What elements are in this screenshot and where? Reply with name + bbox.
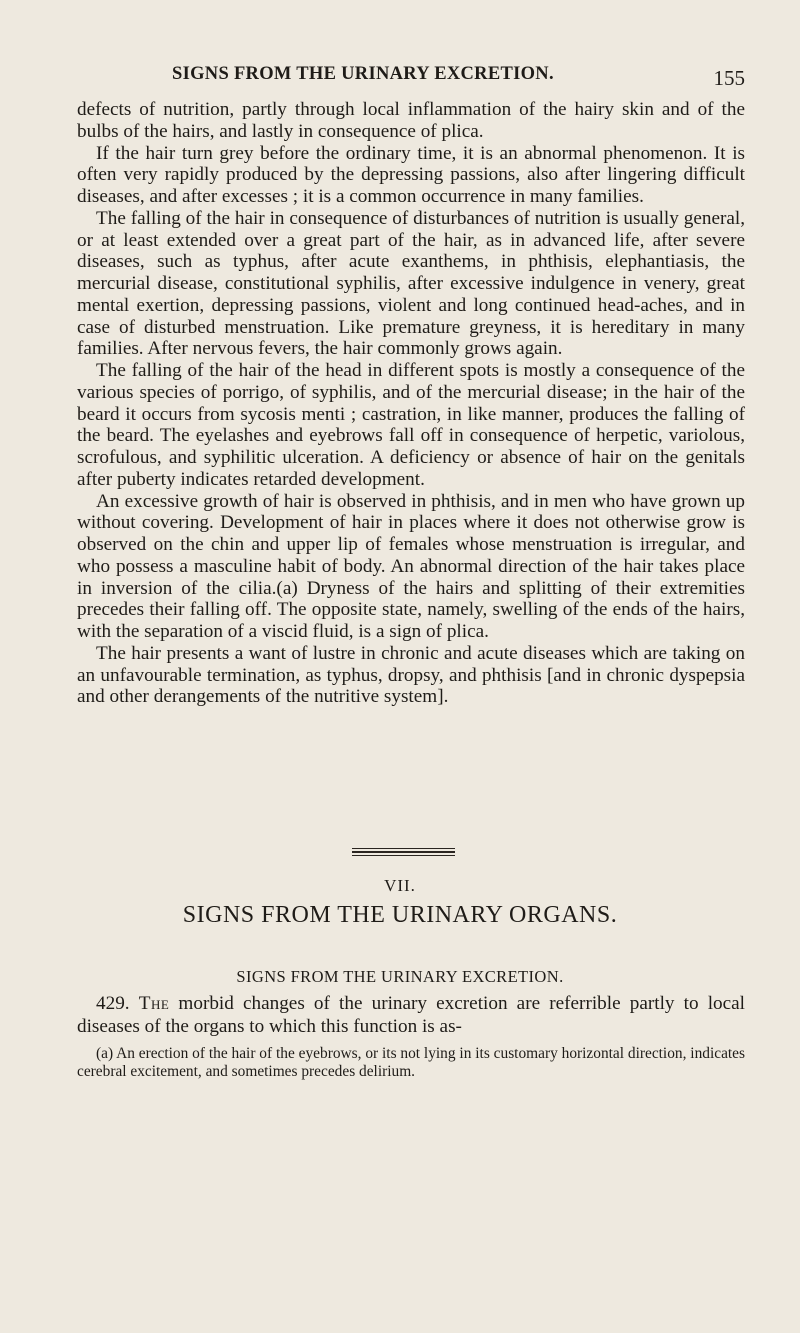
paragraph-429-body: morbid changes of the urinary excretion are referrible partly to local diseases of the organs to which this function is as-: [77, 993, 745, 1037]
section-divider: [352, 848, 455, 858]
paragraph-continuation: defects of nutrition, partly through local inflammation of the hairy skin and of the bulbs of the hairs, and lastly in consequence of plica.: [77, 99, 745, 142]
body-text: [77, 99, 745, 708]
footnote: [77, 1045, 745, 1081]
paragraph-number: 429.: [96, 993, 130, 1014]
paragraph-grey-hair: If the hair turn grey before the ordinary time, it is an abnormal phenomenon. It is often very rapidly produced by the depressing passions, also after lingering difficult diseases, and after excesses ; it is a common occurrence in many families.: [77, 142, 745, 207]
paragraph-429-text: [77, 992, 745, 1038]
section-title: SIGNS FROM THE URINARY ORGANS.: [182, 902, 618, 928]
page-number: 155: [713, 66, 745, 90]
divider-line: [352, 848, 455, 849]
divider-line: [352, 851, 455, 853]
divider-line: [352, 855, 455, 856]
paragraph-excessive-growth: An excessive growth of hair is observed in phthisis, and in men who have grown up without covering. Development of hair in places where it does not otherwise grow is observed on the chin and upper lip of females whose menstruation is irregular, and who possess a masculine habit of body. An abnormal direction of the hair takes place in inversion of the cilia.(a) Dryness of the hairs and splitting of their extremities precedes their falling off. The opposite state, namely, swelling of the ends of the hairs, with the separation of a viscid fluid, is a sign of plica.: [77, 490, 745, 642]
running-head: [77, 62, 745, 90]
paragraph-lead-word: The: [138, 993, 170, 1014]
subsection-title: SIGNS FROM THE URINARY EXCRETION.: [236, 967, 564, 986]
running-title: SIGNS FROM THE URINARY EXCRETION.: [172, 64, 554, 84]
footnote-text: (a) An erection of the hair of the eyebrows, or its not lying in its customary horizontal direction, indicates cerebral excitement, and sometimes precedes delirium.: [77, 1045, 745, 1080]
paragraph-falling-spots: The falling of the hair of the head in different spots is mostly a consequence of the various species of porrigo, of syphilis, and of the mercurial disease; in the hair of the beard it occurs from sycosis menti ; castration, in like manner, produces the falling of the beard. The eyelashes and eyebrows fall off in consequence of herpetic, variolous, scrofulous, and syphilitic ulceration. A deficiency or absence of hair on the genitals after puberty indicates retarded development.: [77, 360, 745, 490]
paragraph-falling-general: The falling of the hair in consequence of disturbances of nutrition is usually general, or at least extended over a great part of the hair, as in advanced life, after severe diseases, such as typhus, after acute exanthems, in phthisis, elephantiasis, the mercurial disease, constitutional syphilis, after excessive indulgence in venery, great mental exertion, depressing passions, violent and long continued head-aches, and in case of disturbed menstruation. Like premature greyness, it is hereditary in many families. After nervous fevers, the hair commonly grows again.: [77, 207, 745, 360]
paragraph-429: [77, 992, 745, 1038]
section-number: VII.: [384, 876, 416, 895]
paragraph-lustre: The hair presents a want of lustre in chronic and acute diseases which are taking on an unfavourable termination, as typhus, dropsy, and phthisis [and in chronic dyspepsia and other derangements of the nutritive system].: [77, 642, 745, 708]
